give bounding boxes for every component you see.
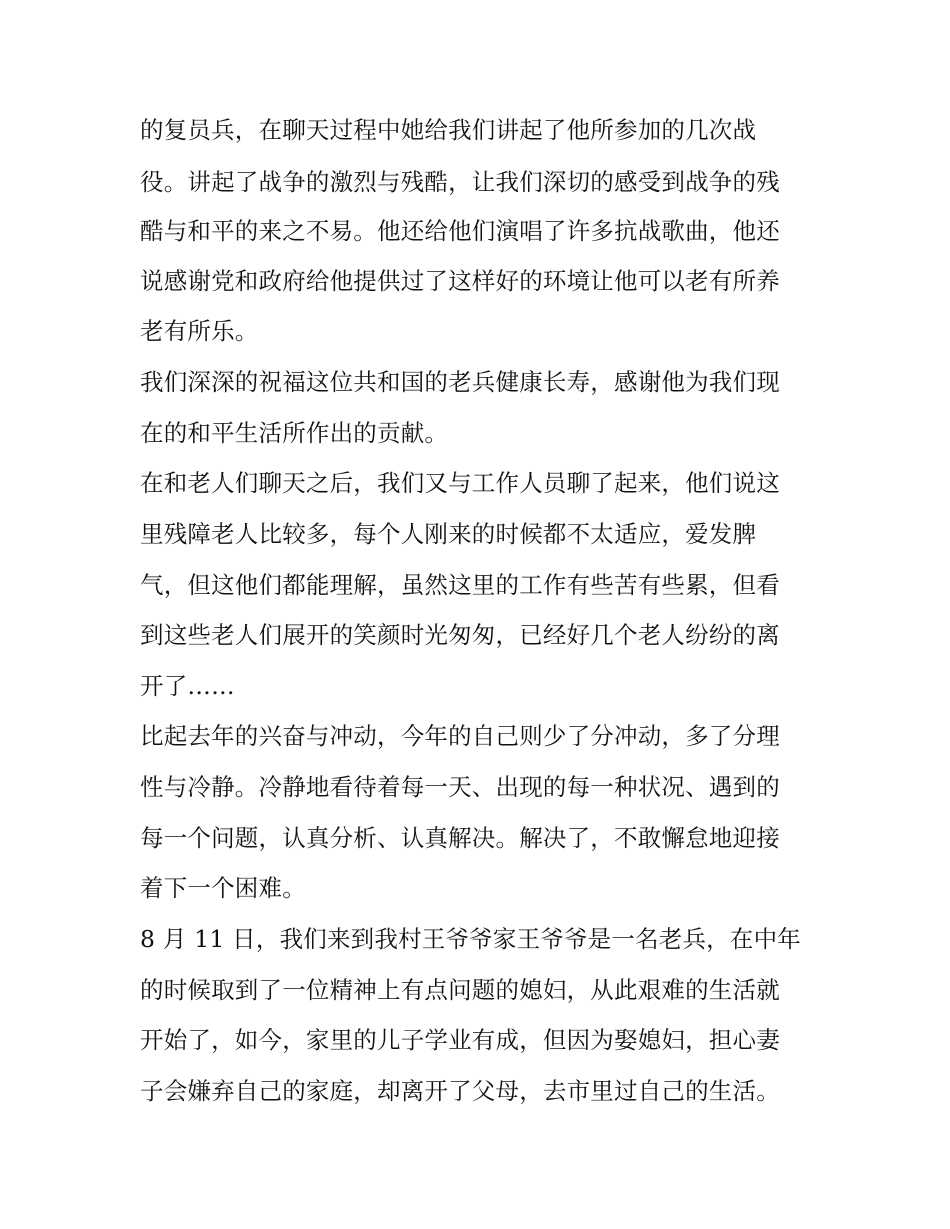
text-line: 每一个问题，认真分析、认真解决。解决了，不敢懈怠地迎接 (140, 824, 780, 852)
text-line: 酷与和平的来之不易。他还给他们演唱了许多抗战歌曲，他还 (140, 217, 780, 245)
text-line: 在的和平生活所作出的贡献。 (140, 419, 449, 447)
text-line: 的时候取到了一位精神上有点问题的媳妇，从此艰难的生活就 (140, 976, 780, 1004)
text-line: 到这些老人们展开的笑颜时光匆匆，已经好几个老人纷纷的离 (140, 621, 780, 649)
text-line: 在和老人们聊天之后，我们又与工作人员聊了起来，他们说这 (140, 469, 780, 497)
text-line: 子会嫌弃自己的家庭，却离开了父母，去市里过自己的生活。 (140, 1077, 780, 1105)
text-line: 里残障老人比较多，每个人刚来的时候都不太适应，爱发脾 (140, 520, 757, 548)
text-line: 役。讲起了战争的激烈与残酷，让我们深切的感受到战争的残 (140, 168, 780, 196)
text-line: 比起去年的兴奋与冲动，今年的自己则少了分冲动，多了分理 (140, 722, 780, 750)
text-line: 老有所乐。 (140, 317, 259, 345)
text-line: 说感谢党和政府给他提供过了这样好的环境让他可以老有所养 (140, 267, 780, 295)
text-line: 开了…… (140, 672, 235, 700)
text-line: 的复员兵，在聊天过程中她给我们讲起了他所参加的几次战 (140, 116, 757, 144)
text-line: 性与冷静。冷静地看待着每一天、出现的每一种状况、遇到的 (140, 773, 780, 801)
text-line: 着下一个困难。 (140, 874, 306, 902)
text-line: 气，但这他们都能理解，虽然这里的工作有些苦有些累，但看 (140, 571, 780, 599)
text-line: 开始了，如今，家里的儿子学业有成，但因为娶媳妇，担心妻 (140, 1026, 780, 1054)
text-line: 8 月 11 日，我们来到我村王爷爷家王爷爷是一名老兵，在中年 (140, 925, 801, 953)
text-line: 我们深深的祝福这位共和国的老兵健康长寿，感谢他为我们现 (140, 368, 780, 396)
